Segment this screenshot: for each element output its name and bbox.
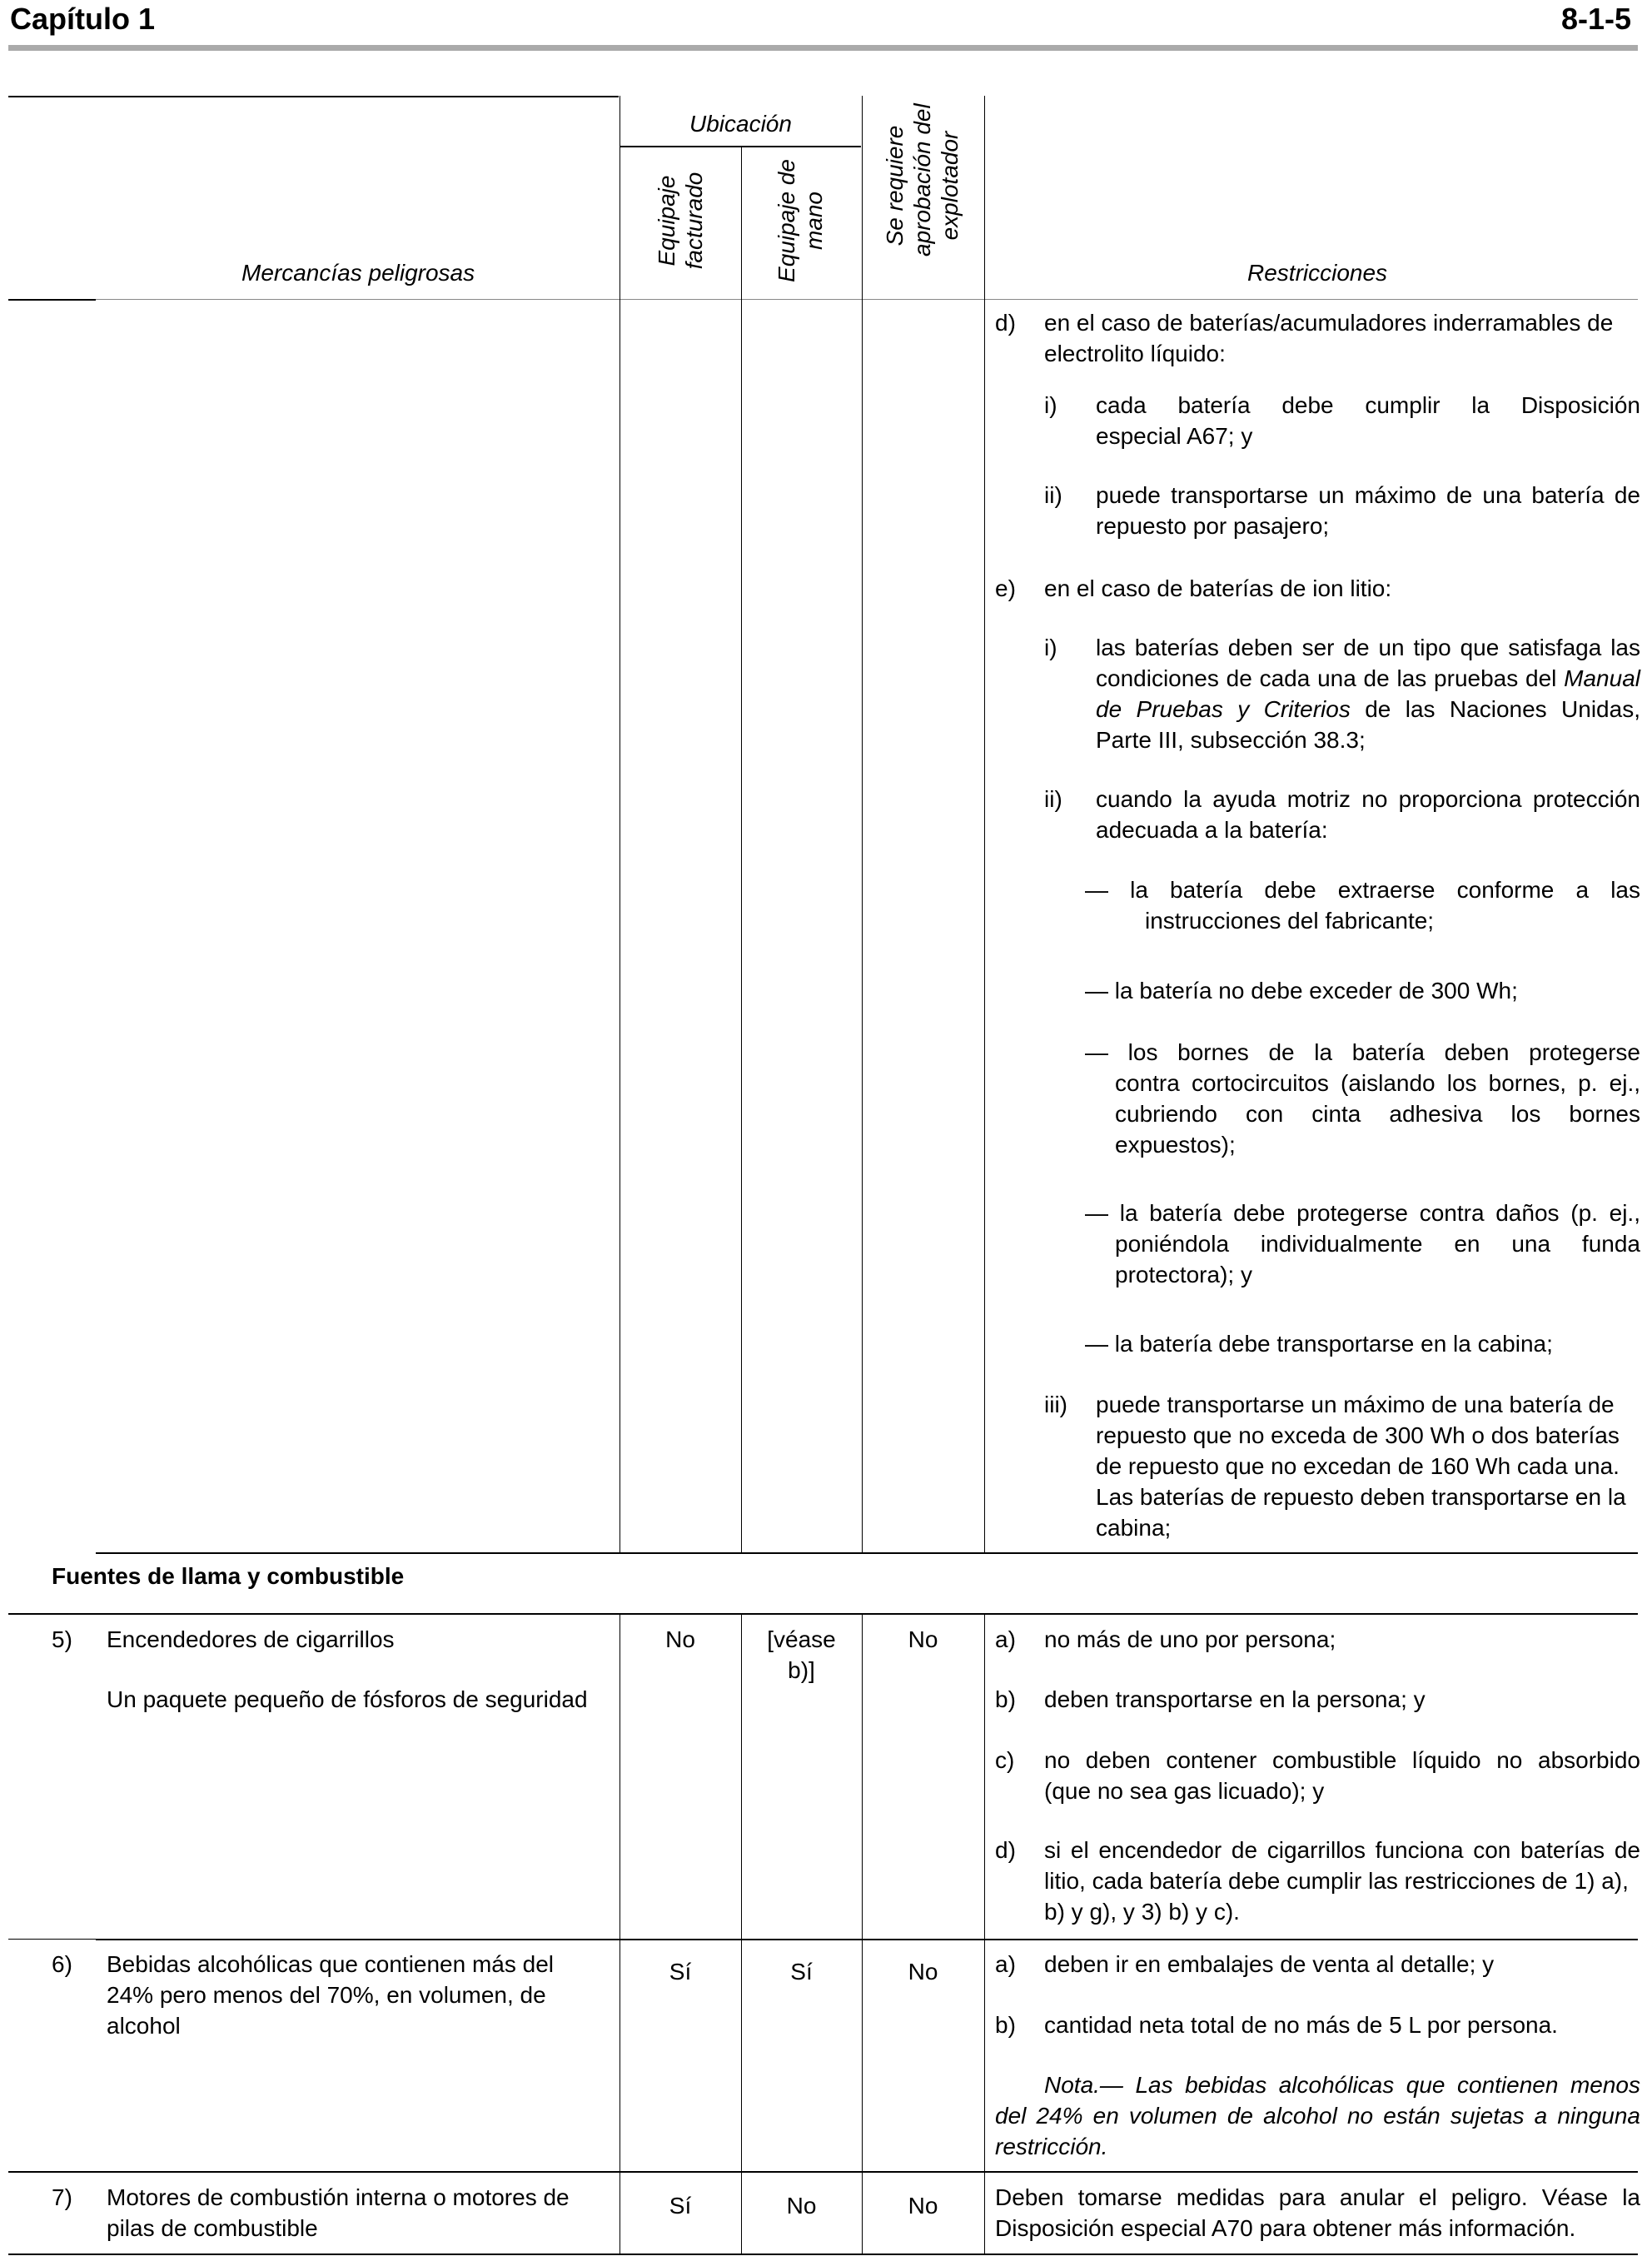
item-d-ii-line: puede transportarse un máximo de una batería de: [1096, 482, 1640, 508]
row6-b-text: cantidad neta total de no más de 5 L por persona.: [1044, 2012, 1558, 2038]
row5-b-text: deben transportarse en la persona; y: [1044, 1686, 1426, 1712]
dash-item-line: — los bornes de la batería deben protegerse: [1085, 1039, 1640, 1065]
item-e-i-label: i): [1044, 635, 1057, 660]
row7-checked: Sí: [669, 2193, 692, 2219]
row5-item1: Encendedores de cigarrillos: [107, 1626, 395, 1652]
row5-b-label: b): [995, 1686, 1016, 1712]
col-header-approval: [881, 103, 963, 256]
dash-item-line: — la batería debe extraerse conforme a las: [1085, 877, 1640, 903]
item-e-i-line: Parte III, subsección 38.3;: [1096, 727, 1366, 753]
item-d-ii-line: repuesto por pasajero;: [1096, 513, 1330, 539]
dash-item-line: instrucciones del fabricante;: [1145, 908, 1435, 934]
row5-approval: No: [908, 1626, 938, 1652]
col-divider-3: [862, 96, 863, 1552]
col-header-carryon: [773, 158, 828, 283]
col-header-approval-line2: aprobación del: [909, 103, 935, 256]
row7-item: [107, 2182, 570, 2244]
location-rule: [620, 146, 861, 147]
table-top-rule: [8, 96, 619, 97]
header-bottom-rule-a: [8, 299, 96, 301]
row6-a-label: a): [995, 1951, 1016, 1977]
row5-carryon-line: [véase: [767, 1626, 836, 1652]
table-bottom-rule: [8, 2254, 1638, 2255]
row6-b-label: b): [995, 2012, 1016, 2038]
row5-d-label: d): [995, 1837, 1016, 1863]
col-divider-2: [741, 146, 742, 1552]
item-d-line: en el caso de baterías/acumuladores inderramables de: [1044, 310, 1614, 336]
dash-item: [1085, 1198, 1640, 1290]
row5-c-label: c): [995, 1747, 1015, 1773]
manual-title: Manual: [1564, 665, 1640, 691]
row7-item-line: pilas de combustible: [107, 2215, 318, 2241]
item-e-ii-line: adecuada a la batería:: [1096, 817, 1328, 843]
row5-carryon-line: b)]: [788, 1657, 815, 1683]
item-e-ii-label: ii): [1044, 786, 1062, 812]
item-d-ii-label: ii): [1044, 482, 1062, 508]
item-d-i-line: cada batería debe cumplir la Disposición: [1096, 392, 1640, 418]
col-divider-2b: [741, 1613, 742, 2255]
row5-checked: No: [665, 1626, 695, 1652]
manual-title: de Pruebas y Criterios: [1096, 696, 1351, 722]
col-header-checked-line2: facturado: [681, 172, 707, 270]
page-number: 8-1-5: [1560, 2, 1631, 36]
col-divider-4: [984, 96, 985, 1552]
item-e-i-line: las baterías deben ser de un tipo que satisfaga las: [1096, 635, 1640, 660]
col-header-goods: Mercancías peligrosas: [241, 260, 475, 286]
item-e-i-line: [1096, 694, 1640, 725]
row5-a-text: no más de uno por persona;: [1044, 1626, 1336, 1652]
row7-approval: No: [908, 2193, 938, 2219]
row5-d-line: b) y g), y 3) b) y c).: [1044, 1899, 1240, 1925]
row6-a-text: deben ir en embalajes de venta al detalle; y: [1044, 1951, 1495, 1977]
dash-item-line: — la batería no debe exceder de 300 Wh;: [1085, 978, 1518, 1003]
dash-item: [1085, 874, 1640, 936]
row5-c-text: [1044, 1745, 1640, 1806]
item-e-i-text: [1096, 632, 1640, 755]
dash-item-line: poniéndola individualmente en una funda: [1115, 1231, 1640, 1257]
item-d-ii-text: [1096, 480, 1640, 541]
item-e-i-text-span: de las Naciones Unidas,: [1365, 696, 1640, 722]
row7-text-line: Disposición especial A70 para obtener más información.: [995, 2215, 1576, 2241]
dash-item-line: protectora); y: [1115, 1262, 1252, 1287]
dash-item-line: — la batería debe transportarse en la cabina;: [1085, 1331, 1553, 1357]
dash-item-line: — la batería debe protegerse contra daños (p. ej.,: [1085, 1200, 1640, 1226]
item-e-ii-line: cuando la ayuda motriz no proporciona protección: [1096, 786, 1640, 812]
item-e-iii-text: [1096, 1389, 1640, 1543]
row6-checked: Sí: [669, 1959, 692, 1985]
col-header-checked-line1: Equipaje: [654, 175, 679, 266]
row6-note-line: Nota.— Las bebidas alcohólicas que contienen menos: [1044, 2072, 1640, 2098]
row6-item-line: 24% pero menos del 70%, en volumen, de: [107, 1982, 546, 2008]
row5-item2: Un paquete pequeño de fósforos de seguridad: [107, 1686, 588, 1712]
dash-item-line: contra cortocircuitos (aislando los bornes, p. ej.,: [1115, 1070, 1640, 1096]
row6-item-line: alcohol: [107, 2013, 181, 2039]
col-header-location: Ubicación: [689, 111, 792, 137]
item-e-iii-label: iii): [1044, 1392, 1067, 1417]
dash-item-line: expuestos);: [1115, 1132, 1236, 1158]
row6-number: 6): [52, 1951, 72, 1977]
row5-c-line: (que no sea gas licuado); y: [1044, 1778, 1325, 1804]
item-e-iii-line: cabina;: [1096, 1515, 1172, 1541]
dash-item: [1085, 1328, 1640, 1359]
item-d-text: [1044, 307, 1613, 369]
col-header-approval-line3: explotador: [937, 131, 963, 241]
item-d-i-label: i): [1044, 392, 1057, 418]
item-e-iii-line: puede transportarse un máximo de una batería de: [1096, 1392, 1615, 1417]
item-e-i-line: [1096, 663, 1640, 694]
item-e-text: en el caso de baterías de ion litio:: [1044, 575, 1392, 601]
chapter-title: Capítulo 1: [10, 2, 156, 36]
row7-number: 7): [52, 2184, 72, 2210]
header-bottom-rule-b: [96, 299, 1638, 300]
row6-item-line: Bebidas alcohólicas que contienen más del: [107, 1951, 555, 1977]
row6-note-line: restricción.: [995, 2134, 1108, 2159]
section-heading: Fuentes de llama y combustible: [52, 1563, 405, 1589]
col-header-carryon-line1: Equipaje de: [774, 159, 799, 282]
item-e-ii-text: [1096, 784, 1640, 845]
row7-carryon: No: [786, 2193, 817, 2219]
row6-note-line: del 24% en volumen de alcohol no están sujetas a ninguna: [995, 2103, 1640, 2129]
item-e-iii-line: repuesto que no exceda de 300 Wh o dos baterías: [1096, 1422, 1620, 1448]
row7-item-line: Motores de combustión interna o motores de: [107, 2184, 570, 2210]
dash-item-line: cubriendo con cinta adhesiva los bornes: [1115, 1101, 1640, 1127]
col-header-restrictions: Restricciones: [1247, 260, 1388, 286]
item-e-iii-line: de repuesto que no excedan de 160 Wh cada una.: [1096, 1453, 1620, 1479]
row5-a-label: a): [995, 1626, 1016, 1652]
row6-rule-b: [96, 1939, 1638, 1940]
dash-item: [1085, 975, 1640, 1006]
col-header-carryon-line2: mano: [801, 191, 827, 251]
col-divider-3b: [862, 1613, 863, 2255]
row5-d-line: si el encendedor de cigarrillos funciona con baterías de: [1044, 1837, 1640, 1863]
section-rule: [96, 1552, 1638, 1554]
col-header-checked: [653, 167, 708, 275]
row6-approval: No: [908, 1959, 938, 1985]
row7-rule: [8, 2171, 1638, 2173]
row6-note: [995, 2069, 1640, 2162]
row5-rule: [8, 1613, 1638, 1615]
row5-c-line: no deben contener combustible líquido no absorbido: [1044, 1747, 1640, 1773]
row7-text: [995, 2182, 1640, 2244]
col-header-approval-line1: Se requiere: [882, 125, 908, 247]
item-e-label: e): [995, 575, 1016, 601]
item-d-line: electrolito líquido:: [1044, 341, 1226, 366]
col-divider-4b: [984, 1613, 985, 2255]
row6-item: [107, 1949, 554, 2041]
item-e-i-text-span: condiciones de cada una de las pruebas del: [1096, 665, 1557, 691]
row5-d-line: litio, cada batería debe cumplir las restricciones de 1) a),: [1044, 1868, 1629, 1894]
row7-text-line: Deben tomarse medidas para anular el peligro. Véase la: [995, 2184, 1640, 2210]
item-d-i-text: [1096, 390, 1640, 451]
row5-carryon: [741, 1624, 862, 1686]
item-d-label: d): [995, 310, 1016, 336]
dash-item: [1085, 1037, 1640, 1160]
item-d-i-line: especial A67; y: [1096, 423, 1253, 449]
row6-rule-a: [8, 1939, 96, 1940]
row6-carryon: Sí: [790, 1959, 813, 1985]
item-e-iii-line: Las baterías de repuesto deben transportarse en la: [1096, 1484, 1626, 1510]
row5-number: 5): [52, 1626, 72, 1652]
row5-d-text: [1044, 1835, 1640, 1927]
header-rule: [8, 45, 1638, 51]
